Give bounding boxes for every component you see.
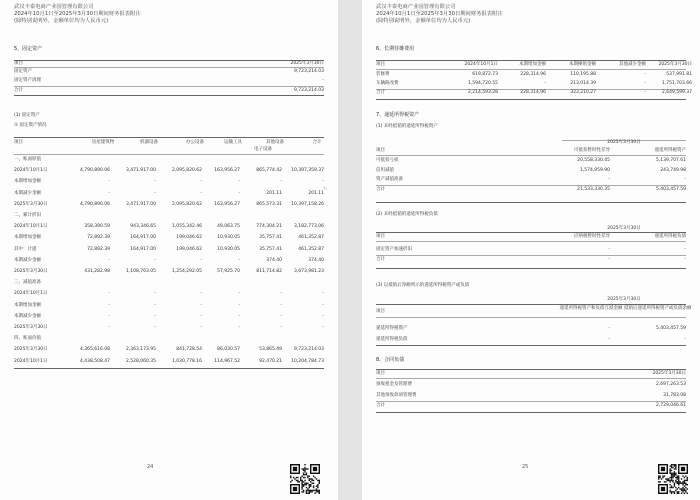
detail-cell: 3,471,917.00 xyxy=(125,201,156,207)
lt-cell: - xyxy=(644,81,646,86)
lt-head-cell: 本期增加金额 xyxy=(519,62,546,67)
detail-cell: - xyxy=(154,302,156,308)
summary-head-item: 项目 xyxy=(14,61,23,66)
net-date: 2025年3月30日 xyxy=(607,297,641,302)
detail-cell: 164,917.00 xyxy=(130,246,156,252)
table-rule xyxy=(376,255,686,256)
subsection-title: (3) 以抵销后净额列示的递延所得税资产或负债 xyxy=(376,283,470,288)
table-rule xyxy=(14,86,324,87)
detail-cell: - xyxy=(238,325,240,330)
lt-cell: 323,210.27 xyxy=(570,90,596,95)
page-number: 25 xyxy=(522,464,529,470)
detail-cell: - xyxy=(322,291,324,297)
detail-cell: 201.11 xyxy=(308,190,324,196)
detail-cell: 1,254,292.05 xyxy=(171,269,202,274)
header-line: 2024年10月1日至2025年3月30日期间财务报表附注 xyxy=(14,11,141,18)
summary-row-label: 固定资产 xyxy=(14,69,32,74)
subsection-title: (1) 固定资产 xyxy=(14,113,40,118)
detail-cell: - xyxy=(108,313,110,319)
table-rule xyxy=(376,185,686,186)
dl-cell: - xyxy=(684,257,686,262)
detail-cell: - xyxy=(238,190,240,196)
qr-code-icon xyxy=(658,464,688,494)
detail-cell: 2,528,060.35 xyxy=(125,358,156,364)
detail-cell: - xyxy=(200,325,202,330)
dl-cell: - xyxy=(608,257,610,262)
table-rule xyxy=(376,99,686,100)
detail-cell: - xyxy=(280,325,282,330)
detail-cell: 9,723,214.03 xyxy=(293,347,324,353)
lt-head-cell: 2024年10月1日 xyxy=(464,62,498,67)
table-rule xyxy=(14,137,324,138)
detail-cell: 4,438,508.47 xyxy=(79,358,110,364)
detail-cell: 374.40 xyxy=(308,257,324,263)
subsection-title: ① 固定资产情况 xyxy=(14,123,47,128)
detail-cell: - xyxy=(154,313,156,319)
detail-cell: - xyxy=(108,179,110,185)
dt-cell: 5,403,457.59 xyxy=(655,186,686,192)
lt-cell: 228,314.96 xyxy=(520,72,546,77)
dt-cell: 5,139,707.61 xyxy=(655,158,686,163)
detail-head-cell: 机器设备 xyxy=(140,140,158,145)
subsection-title: (1) 未经抵销的递延所得税资产 xyxy=(376,124,438,129)
detail-head-cell: 其他设备 xyxy=(266,140,284,145)
detail-cell: - xyxy=(238,179,240,185)
detail-cell: - xyxy=(238,302,240,308)
lt-cell: 2,649,599.37 xyxy=(661,90,692,95)
header-line: 武汉丰泰电商产业园管理有限公司 xyxy=(14,4,94,10)
detail-cell: 774,304.21 xyxy=(256,224,282,230)
detail-row-label: 一、账面原值 xyxy=(14,157,41,162)
net-head-cell: 递延所得税资产和负债互抵金额 xyxy=(559,306,623,311)
section-title: 5、固定资产 xyxy=(14,46,43,52)
qr-code-icon xyxy=(290,464,320,494)
dt-cell: 可抵扣亏损 xyxy=(376,158,399,163)
lt-cell: 2,214,593.28 xyxy=(467,90,498,95)
detail-row-label: 其中：计提 xyxy=(14,246,37,252)
detail-row-label: 2024年10月1日 xyxy=(14,168,48,174)
dt-cell: 合计 xyxy=(376,186,385,192)
lt-cell: 213,014.39 xyxy=(570,81,596,86)
net-cell: 5,403,457.59 xyxy=(655,326,686,331)
dt-date: 2025年3月30日 xyxy=(607,140,641,145)
detail-cell: - xyxy=(154,190,156,196)
detail-cell: - xyxy=(280,291,282,297)
detail-cell: 2,363,173.95 xyxy=(125,347,156,353)
detail-cell: - xyxy=(108,325,110,330)
detail-head-cell: 办公设备 xyxy=(186,140,204,145)
dl-head-cell: 项目 xyxy=(376,234,385,239)
detail-row-label: 2025年3月30日 xyxy=(14,201,48,207)
summary-row-label: 固定资产清理 xyxy=(14,78,41,83)
lt-cell: 1,751,703.66 xyxy=(661,81,692,86)
page-header xyxy=(376,4,503,26)
detail-cell: 10,204,784.73 xyxy=(291,358,324,364)
detail-cell: - xyxy=(238,313,240,319)
detail-row-label: 2024年10月1日 xyxy=(14,224,48,230)
dl-cell: 固定资产加速折旧 xyxy=(376,247,412,252)
detail-cell: - xyxy=(280,179,282,185)
detail-cell: 92,470.21 xyxy=(259,358,282,364)
detail-head-cell: 合计 xyxy=(312,140,322,145)
detail-cell: 3,471,917.00 xyxy=(125,168,156,174)
lt-cell: 车辆路改费 xyxy=(376,81,399,86)
table-rule xyxy=(376,232,686,233)
detail-head-cell: 项目 xyxy=(14,140,23,145)
detail-cell: - xyxy=(154,291,156,297)
subsection-title: (2) 未经抵销的递延所得税负债 xyxy=(376,212,438,217)
detail-row-label: 本期减少金额 xyxy=(14,257,41,263)
lt-cell: - xyxy=(544,81,546,86)
detail-row-label: 本期增加金额 xyxy=(14,302,41,308)
detail-cell: 10,930.05 xyxy=(217,235,240,241)
net-head-cell: 项目 xyxy=(376,309,385,314)
dt-cell: - xyxy=(608,177,610,182)
detail-cell: 164,917.00 xyxy=(130,235,156,241)
detail-cell: 2,095,820.62 xyxy=(171,201,202,207)
dl-date: 2025年3月30日 xyxy=(607,226,641,231)
dl-cell: 合计 xyxy=(376,257,385,262)
detail-cell: 841,728.54 xyxy=(176,347,202,353)
detail-cell: 1,108,763.05 xyxy=(125,269,156,274)
cl-cell: 预收租金及管理费 xyxy=(376,382,412,387)
detail-cell: - xyxy=(200,291,202,297)
header-line: 2024年10月1日至2025年3月30日期间财务报表附注 xyxy=(376,11,503,18)
detail-cell: 35,757.41 xyxy=(259,246,282,252)
detail-row-label: 本期减少金额 xyxy=(14,313,41,319)
table-rule xyxy=(376,378,686,379)
detail-cell: - xyxy=(200,302,202,308)
net-cell: 递延所得税负债 xyxy=(376,337,408,342)
detail-cell: 53,865.49 xyxy=(259,347,282,353)
detail-cell: 10,930.05 xyxy=(217,246,240,252)
detail-cell: - xyxy=(322,302,324,308)
dl-head-cell: 递延所得税负债 xyxy=(654,234,686,239)
detail-cell: 3,673,981.23 xyxy=(293,269,324,274)
dt-cell: 243,749.98 xyxy=(660,167,686,173)
dt-head-cell: 项目 xyxy=(376,148,385,153)
detail-cell: - xyxy=(200,190,202,196)
table-rule xyxy=(376,60,686,61)
table-rule xyxy=(376,202,686,203)
table-rule xyxy=(376,155,686,156)
detail-cell: 1,055,342.46 xyxy=(171,224,202,230)
table-rule xyxy=(376,345,686,346)
cl-head-cell: 项目 xyxy=(376,371,385,376)
table-rule xyxy=(376,369,686,370)
margin-mark: ✓ xyxy=(321,185,329,192)
lt-cell: 装修费 xyxy=(376,72,390,77)
detail-cell: - xyxy=(154,325,156,330)
table-rule xyxy=(376,317,686,318)
detail-cell: - xyxy=(322,179,324,185)
detail-row-label: 四、账面价值 xyxy=(14,336,41,342)
detail-cell: 199,046.62 xyxy=(176,235,202,241)
dl-cell: - xyxy=(684,247,686,252)
table-rule xyxy=(376,241,686,242)
detail-cell: - xyxy=(108,302,110,308)
summary-row-value: - xyxy=(322,78,324,83)
detail-cell: 4,790,890.06 xyxy=(79,168,110,174)
detail-row-label: 2025年3月30日 xyxy=(14,347,48,353)
summary-row-value: 9,723,214.03 xyxy=(293,69,324,74)
lt-cell: - xyxy=(644,90,646,95)
dt-cell: - xyxy=(684,177,686,182)
header-line: (除特别说明外，金额单位均为人民币元) xyxy=(14,18,109,25)
detail-cell: 4,365,616.08 xyxy=(79,347,110,353)
lt-cell: 537,991.81 xyxy=(666,72,692,77)
detail-cell: 811,714.82 xyxy=(256,269,282,274)
table-rule xyxy=(376,401,686,402)
table-rule xyxy=(376,268,686,269)
header-line: (除特别说明外，金额单位均为人民币元) xyxy=(376,18,471,25)
cl-cell: 2,697,263.53 xyxy=(655,382,686,387)
section-title: 6、长期待摊费用 xyxy=(376,46,415,52)
detail-cell: 10,397,158.26 xyxy=(291,201,324,207)
net-head-cell: 抵销后递延所得税资产或负债余额 xyxy=(624,306,692,311)
page-left xyxy=(0,0,338,500)
detail-row-label: 2025年3月30日 xyxy=(14,325,48,330)
detail-cell: 114,967.52 xyxy=(214,358,240,364)
detail-cell: - xyxy=(200,313,202,319)
detail-cell: 2,095,820.62 xyxy=(171,168,202,174)
cl-head-cell: 2025年3月30日 xyxy=(652,371,686,376)
net-cell: - xyxy=(684,337,686,342)
detail-cell: - xyxy=(238,257,240,263)
table-rule xyxy=(14,67,324,68)
cl-cell: 31,783.08 xyxy=(663,392,686,398)
lt-cell: - xyxy=(644,72,646,77)
detail-cell: 4,790,890.06 xyxy=(79,201,110,207)
dt-cell: 21,533,330.35 xyxy=(577,186,610,192)
lt-head-cell: 2025年3月30日 xyxy=(658,62,692,67)
table-rule xyxy=(376,412,686,413)
cl-cell: 其他预收款项管理费 xyxy=(376,392,417,398)
net-cell: - xyxy=(608,326,610,331)
detail-cell: - xyxy=(154,179,156,185)
detail-cell: 57,925.70 xyxy=(217,269,240,274)
detail-cell: 49,063.75 xyxy=(217,224,240,230)
dt-head-cell: 递延所得税资产 xyxy=(654,148,686,153)
detail-row-label: 2024年10月1日 xyxy=(14,358,48,364)
table-rule xyxy=(14,95,324,96)
lt-cell: 110,195.88 xyxy=(570,72,596,77)
detail-cell: 374.40 xyxy=(266,257,282,263)
net-cell: 递延所得税资产 xyxy=(376,326,408,331)
dt-cell: 1,574,959.90 xyxy=(579,167,610,173)
section-title: 8、合同负债 xyxy=(376,357,405,363)
detail-row-label: 三、减值准备 xyxy=(14,280,41,286)
detail-row-label: 本期增加金额 xyxy=(14,235,41,241)
detail-cell: 943,346.65 xyxy=(130,224,156,230)
detail-head-cell: 房屋建筑物 xyxy=(91,140,115,145)
detail-cell: 461,352.87 xyxy=(298,235,324,241)
summary-row-label: 合计 xyxy=(14,88,23,93)
page-number: 24 xyxy=(147,464,154,470)
table-rule xyxy=(14,154,324,155)
dt-head-cell: 可抵扣暂时性差异 xyxy=(574,148,610,153)
detail-cell: 865,573.31 xyxy=(256,201,282,207)
dl-cell: - xyxy=(608,247,610,252)
page-right xyxy=(362,0,700,500)
page-header xyxy=(14,4,141,26)
detail-cell: 358,390.59 xyxy=(84,224,110,230)
detail-cell: - xyxy=(108,190,110,196)
section-title: 7、递延所得税资产 xyxy=(376,112,420,118)
lt-head-cell: 本期摊销金额 xyxy=(569,62,596,67)
detail-cell: - xyxy=(238,291,240,297)
detail-row-label: 本期增加金额 xyxy=(14,179,41,185)
detail-cell: - xyxy=(280,313,282,319)
dt-cell: 信用减值 xyxy=(376,167,394,173)
detail-cell: 865,774.42 xyxy=(256,168,282,174)
header-line: 武汉丰泰电商产业园管理有限公司 xyxy=(376,4,456,10)
detail-head-cell: 运输工具 xyxy=(224,140,242,145)
detail-cell: 201.11 xyxy=(266,190,282,196)
table-rule xyxy=(376,69,686,70)
page-gutter xyxy=(338,0,362,500)
lt-cell: 1,594,720.55 xyxy=(467,81,498,86)
detail-cell: 35,757.41 xyxy=(259,235,282,241)
detail-head-sub: 电子设备 xyxy=(254,147,272,152)
detail-cell: 10,397,359.37 xyxy=(291,168,324,174)
lt-head-cell: 其他减少金额 xyxy=(619,62,646,67)
detail-row-label: 本期减少金额 xyxy=(14,190,41,196)
detail-cell: - xyxy=(322,313,324,319)
detail-cell: - xyxy=(154,257,156,263)
dl-head-cell: 应纳税暂时性差异 xyxy=(574,234,610,239)
net-cell: - xyxy=(608,337,610,342)
detail-cell: - xyxy=(322,325,324,330)
detail-row-label: 二、累计折旧 xyxy=(14,213,41,218)
lt-cell: 619,872.73 xyxy=(472,72,498,77)
detail-cell: 461,352.87 xyxy=(298,246,324,252)
lt-cell: 228,314.96 xyxy=(520,90,546,95)
detail-cell: - xyxy=(200,179,202,185)
lt-head-cell: 项目 xyxy=(376,62,385,67)
lt-cell: 合计 xyxy=(376,90,385,95)
detail-cell: 86,030.57 xyxy=(217,347,240,353)
detail-cell: 199,046.62 xyxy=(176,246,202,252)
detail-cell: 1,030,778.16 xyxy=(171,358,202,364)
cl-cell: 合计 xyxy=(376,403,385,408)
dt-cell: 20,558,330.45 xyxy=(577,158,610,163)
summary-head-date: 2025年3月30日 xyxy=(290,61,324,66)
detail-cell: - xyxy=(200,257,202,263)
detail-row-label: 2025年3月30日 xyxy=(14,269,48,274)
dt-cell: 资产减值准备 xyxy=(376,177,403,182)
detail-cell: - xyxy=(108,257,110,263)
summary-row-value: 9,723,214.03 xyxy=(293,88,324,93)
table-rule xyxy=(376,304,686,305)
detail-row-label: 2024年10月1日 xyxy=(14,291,48,297)
detail-cell: 3,182,773.06 xyxy=(293,224,324,230)
cl-cell: 2,729,046.61 xyxy=(655,403,686,408)
detail-cell: - xyxy=(108,291,110,297)
detail-cell: 72,892.39 xyxy=(87,235,110,241)
detail-cell: 72,892.39 xyxy=(87,246,110,252)
detail-cell: - xyxy=(280,302,282,308)
detail-cell: 431,282.98 xyxy=(84,269,110,274)
table-rule xyxy=(14,368,324,369)
detail-cell: 163,956.27 xyxy=(214,201,240,207)
detail-cell: 163,956.27 xyxy=(214,168,240,174)
